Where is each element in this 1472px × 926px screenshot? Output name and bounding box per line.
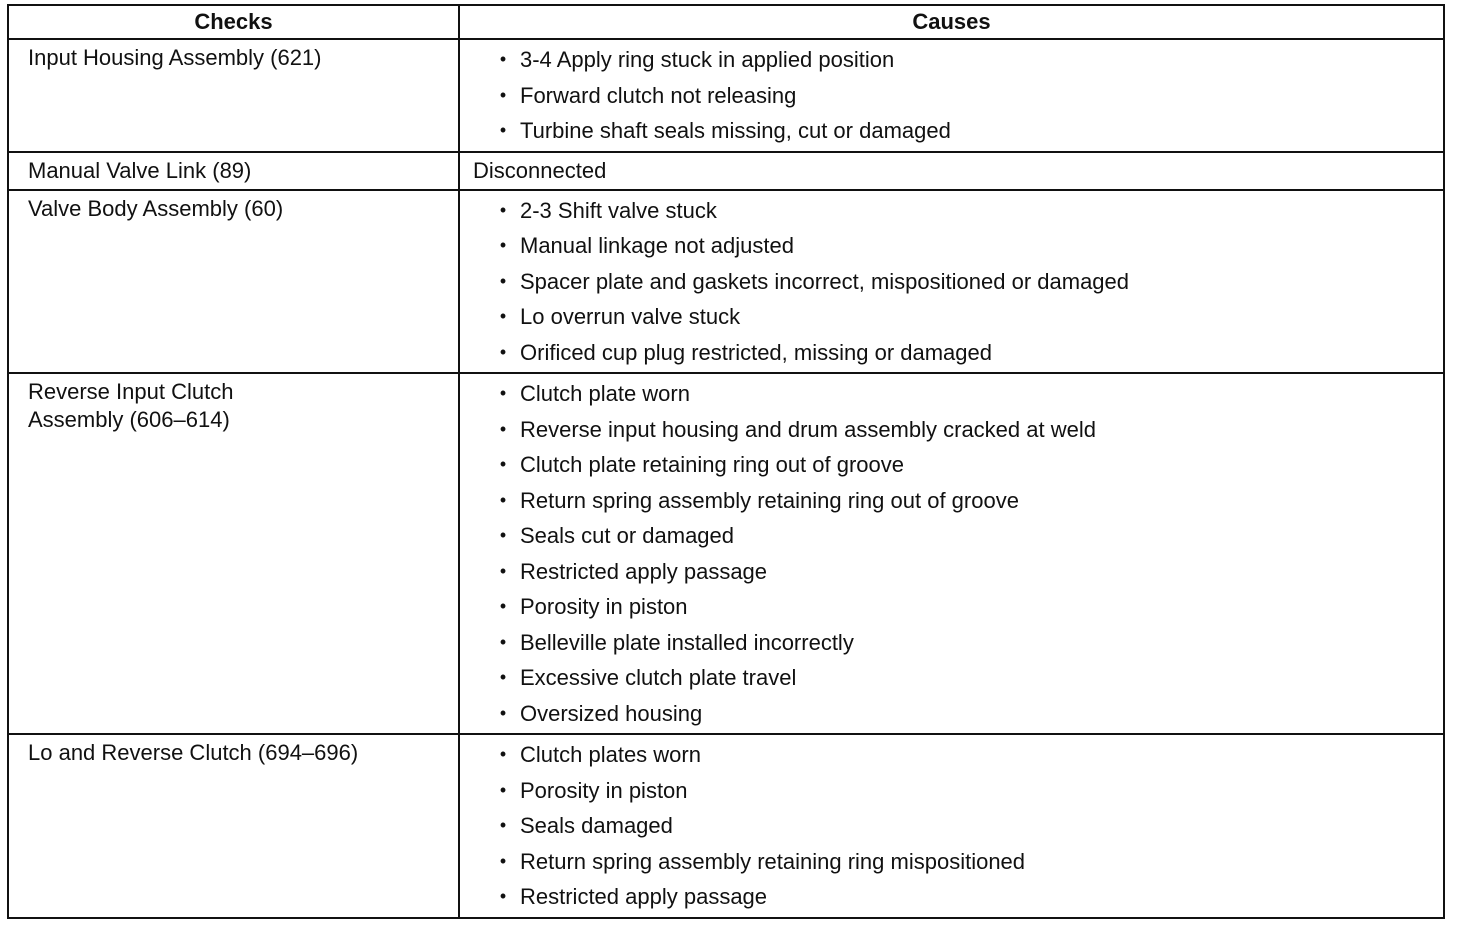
cause-list [460, 737, 1443, 915]
cause-item [494, 412, 1443, 448]
check-label: Valve Body Assembly (60) [28, 195, 284, 221]
cause-item [494, 78, 1443, 114]
cause-text: Manual linkage not adjusted [520, 233, 794, 258]
cause-text: Spacer plate and gaskets incorrect, mispositioned or damaged [520, 268, 1130, 294]
cause-list [460, 193, 1443, 371]
cause-item [494, 625, 1443, 661]
bullet-icon: • [499, 84, 507, 105]
check-label: Input Housing Assembly (621) [28, 45, 322, 70]
bullet-icon: • [499, 49, 507, 69]
cause-text: 3-4 Apply ring stuck in applied position [520, 47, 895, 72]
cause-item [494, 589, 1443, 625]
check-cell [8, 39, 459, 152]
cause-text: Belleville plate installed incorrectly [520, 629, 854, 655]
cause-item [494, 335, 1443, 371]
header-row [8, 5, 1444, 39]
cause-text: Return spring assembly retaining ring out of groove [520, 487, 1019, 513]
bullet-icon: • [499, 306, 507, 326]
bullet-icon: • [499, 341, 507, 362]
table-row [8, 373, 1444, 734]
cause-text: Porosity in piston [520, 777, 688, 803]
cause-item [494, 299, 1443, 335]
causes-column-header: Causes [459, 5, 1444, 39]
cause-item [494, 773, 1443, 809]
check-cell [8, 373, 459, 734]
cause-text: Turbine shaft seals missing, cut or damaged [520, 118, 951, 143]
bullet-icon: • [499, 702, 507, 723]
cause-text: Seals damaged [520, 813, 673, 838]
bullet-icon: • [499, 779, 507, 800]
bullet-icon: • [499, 631, 507, 652]
table-row [8, 190, 1444, 374]
checks-column-header: Checks [8, 5, 459, 39]
check-label: Reverse Input Clutch Assembly (606–614) [28, 379, 234, 432]
table-row [8, 152, 1444, 190]
cause-text: Reverse input housing and drum assembly cracked at weld [520, 416, 1096, 442]
cause-text: Oversized housing [520, 700, 703, 726]
cause-item [494, 808, 1443, 844]
check-cell [8, 734, 459, 918]
cause-item [494, 42, 1443, 78]
cause-text: Forward clutch not releasing [520, 82, 797, 108]
bullet-icon: • [499, 560, 507, 581]
cause-text: Restricted apply passage [520, 884, 768, 909]
cause-text: Clutch plates worn [520, 742, 701, 767]
cause-item [494, 879, 1443, 915]
check-cell [8, 152, 459, 190]
cause-text: Restricted apply passage [520, 558, 768, 584]
cause-item [494, 193, 1443, 229]
cause-text: Clutch plate worn [520, 381, 690, 406]
cause-text: Clutch plate retaining ring out of groove [520, 452, 905, 477]
bullet-icon: • [499, 850, 507, 871]
bullet-icon: • [499, 815, 507, 835]
cause-text: Orificed cup plug restricted, missing or damaged [520, 339, 992, 365]
cause-list [460, 376, 1443, 731]
table-row [8, 39, 1444, 152]
cause-list [460, 42, 1443, 149]
diagnosis-table [7, 4, 1445, 919]
cause-item [494, 737, 1443, 773]
bullet-icon: • [499, 235, 507, 255]
cause-text: Lo overrun valve stuck [520, 304, 741, 329]
cause-text: Return spring assembly retaining ring mispositioned [520, 848, 1026, 874]
check-label: Lo and Reverse Clutch (694–696) [28, 740, 359, 765]
cause-item [494, 264, 1443, 300]
cause-text: Excessive clutch plate travel [520, 665, 797, 690]
bullet-icon: • [499, 383, 507, 403]
causes-cell [459, 373, 1444, 734]
diagnosis-table-container [7, 4, 1443, 919]
cause-item [494, 518, 1443, 554]
cause-item [494, 113, 1443, 149]
check-label: Manual Valve Link (89) [28, 157, 252, 183]
table-row [8, 734, 1444, 918]
cause-item [494, 844, 1443, 880]
causes-cell [459, 39, 1444, 152]
bullet-icon: • [499, 525, 507, 545]
check-cell [8, 190, 459, 374]
cause-item [494, 447, 1443, 483]
bullet-icon: • [499, 596, 507, 616]
cause-item [494, 696, 1443, 732]
causes-cell [459, 152, 1444, 190]
bullet-icon: • [499, 199, 507, 220]
causes-cell [459, 190, 1444, 374]
bullet-icon: • [499, 886, 507, 906]
cause-item [494, 483, 1443, 519]
bullet-icon: • [499, 489, 507, 510]
cause-text: 2-3 Shift valve stuck [520, 197, 717, 223]
bullet-icon: • [499, 418, 507, 439]
cause-item [494, 554, 1443, 590]
cause-item [494, 228, 1443, 264]
bullet-icon: • [499, 667, 507, 687]
bullet-icon: • [499, 270, 507, 291]
cause-text: Seals cut or damaged [520, 523, 735, 548]
bullet-icon: • [499, 120, 507, 140]
bullet-icon: • [499, 744, 507, 764]
causes-cell [459, 734, 1444, 918]
cause-text: Disconnected [473, 157, 607, 183]
cause-item [494, 660, 1443, 696]
cause-text: Porosity in piston [520, 594, 688, 619]
bullet-icon: • [499, 454, 507, 474]
cause-item [494, 376, 1443, 412]
